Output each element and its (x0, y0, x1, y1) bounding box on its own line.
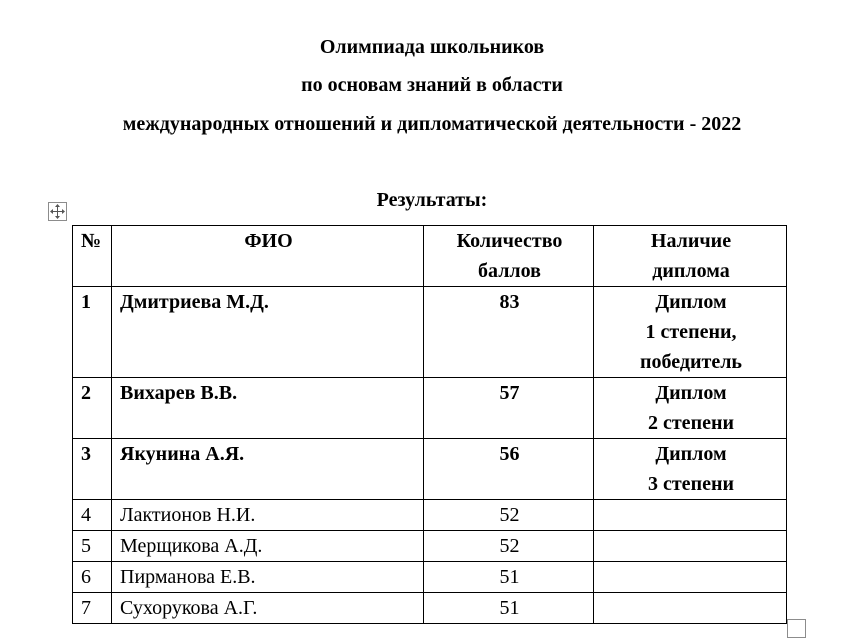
header-diploma-line: диплома (652, 260, 730, 282)
diploma-line: Диплом (655, 291, 727, 313)
cell-score[interactable]: 52 (424, 500, 594, 531)
cell-score[interactable]: 51 (424, 593, 594, 624)
cell-score[interactable]: 52 (424, 531, 594, 562)
cell-name[interactable]: Вихарев В.В. (112, 378, 424, 439)
diploma-line: Диплом (655, 443, 727, 465)
diploma-line: 1 степени, (645, 321, 737, 343)
cell-diploma[interactable] (594, 562, 787, 593)
header-diploma[interactable] (594, 226, 787, 287)
results-table (72, 225, 787, 624)
header-name[interactable]: ФИО (112, 226, 424, 287)
table-resize-handle[interactable] (787, 619, 806, 638)
header-diploma-line: Наличие (650, 230, 732, 252)
cell-score[interactable]: 51 (424, 562, 594, 593)
cell-name[interactable]: Сухорукова А.Г. (112, 593, 424, 624)
cell-diploma[interactable] (594, 378, 787, 439)
document-title-line-1: Олимпиада школьников (319, 36, 545, 58)
diploma-line: 2 степени (647, 412, 735, 434)
table-body (73, 287, 787, 624)
cell-diploma[interactable] (594, 287, 787, 378)
cell-diploma[interactable] (594, 531, 787, 562)
table-header-row (73, 226, 787, 287)
cell-num[interactable]: 2 (73, 378, 112, 439)
table-row (73, 593, 787, 624)
results-heading: Результаты: (376, 189, 488, 211)
table-row (73, 439, 787, 500)
cell-name[interactable]: Пирманова Е.В. (112, 562, 424, 593)
move-arrows-icon (49, 203, 66, 220)
cell-num[interactable]: 6 (73, 562, 112, 593)
table-row (73, 378, 787, 439)
table-row (73, 500, 787, 531)
cell-num[interactable]: 4 (73, 500, 112, 531)
cell-num[interactable]: 1 (73, 287, 112, 378)
table-move-handle[interactable] (48, 202, 67, 221)
diploma-line: Диплом (655, 382, 727, 404)
cell-score[interactable]: 56 (424, 439, 594, 500)
cell-diploma[interactable] (594, 593, 787, 624)
document-title-line-2: по основам знаний в области (301, 74, 563, 96)
header-num[interactable]: № (73, 226, 112, 287)
table-row (73, 287, 787, 378)
cell-score[interactable]: 83 (424, 287, 594, 378)
document-title-line-3: международных отношений и дипломатической деятельности - 2022 (122, 113, 742, 135)
header-score[interactable] (424, 226, 594, 287)
diploma-line: победитель (639, 351, 742, 373)
cell-name[interactable]: Якунина А.Я. (112, 439, 424, 500)
header-score-line: Количество (456, 230, 563, 252)
cell-name[interactable]: Мерщикова А.Д. (112, 531, 424, 562)
cell-diploma[interactable] (594, 500, 787, 531)
cell-num[interactable]: 5 (73, 531, 112, 562)
cell-score[interactable]: 57 (424, 378, 594, 439)
table-row (73, 531, 787, 562)
table-row (73, 562, 787, 593)
cell-name[interactable]: Лактионов Н.И. (112, 500, 424, 531)
cell-name[interactable]: Дмитриева М.Д. (112, 287, 424, 378)
diploma-line: 3 степени (647, 473, 735, 495)
cell-num[interactable]: 7 (73, 593, 112, 624)
cell-num[interactable]: 3 (73, 439, 112, 500)
cell-diploma[interactable] (594, 439, 787, 500)
header-score-line: баллов (478, 260, 541, 282)
